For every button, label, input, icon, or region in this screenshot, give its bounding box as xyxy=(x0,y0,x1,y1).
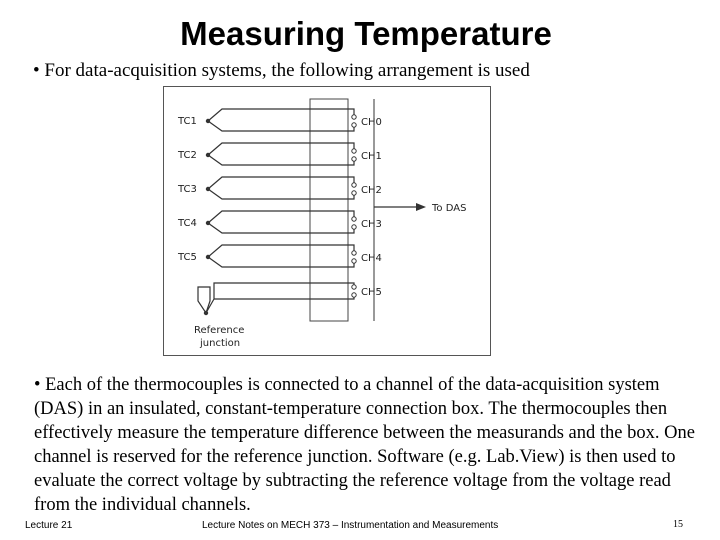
thermocouple-tc2-wiring xyxy=(206,143,356,165)
connection-box xyxy=(310,99,348,321)
tc1-label: TC1 xyxy=(178,116,197,127)
thermocouple-wiring-diagram xyxy=(163,86,491,356)
thermocouple-tc5-wiring xyxy=(206,245,356,267)
ch1-label: CH1 xyxy=(361,151,382,162)
intro-bullet: • For data-acquisition systems, the following arrangement is used xyxy=(33,60,530,81)
wiring-diagram-svg xyxy=(164,87,490,355)
thermocouple-tc1-wiring xyxy=(206,109,356,131)
thermocouple-tc4-wiring xyxy=(206,211,356,233)
tc5-label: TC5 xyxy=(178,252,197,263)
explanation-bullet: • Each of the thermocouples is connected to a channel of the data-acquisition system (DAS) in an insulated, constant-temperature connection box. The thermocouples then effectively measure the temperature difference between the measurands and the box. One channel is reserved for the reference junction. Software (e.g. Lab.View) is then used to evaluate the correct voltage by subtracting the reference voltage from the voltage read from the individual channels. xyxy=(34,375,695,515)
thermocouple-tc3-wiring xyxy=(206,177,356,199)
ch3-label: CH3 xyxy=(361,219,382,230)
reference-label: Reference xyxy=(194,325,245,336)
footer-course: Lecture Notes on MECH 373 – Instrumentation and Measurements xyxy=(202,520,499,531)
footer-page-number: 15 xyxy=(673,519,683,530)
ch5-label: CH5 xyxy=(361,287,382,298)
reference-junction-wiring xyxy=(198,283,356,315)
das-arrow-icon xyxy=(416,203,426,211)
footer-lecture: Lecture 21 xyxy=(25,520,73,531)
tc2-label: TC2 xyxy=(178,150,197,161)
tc3-label: TC3 xyxy=(178,184,197,195)
junction-label: junction xyxy=(200,338,241,349)
ch4-label: CH4 xyxy=(361,253,382,264)
ch2-label: CH2 xyxy=(361,185,382,196)
ch0-label: CH0 xyxy=(361,117,382,128)
tc4-label: TC4 xyxy=(178,218,197,229)
to-das-label: To DAS xyxy=(432,203,467,214)
slide-title: Measuring Temperature xyxy=(180,15,552,52)
